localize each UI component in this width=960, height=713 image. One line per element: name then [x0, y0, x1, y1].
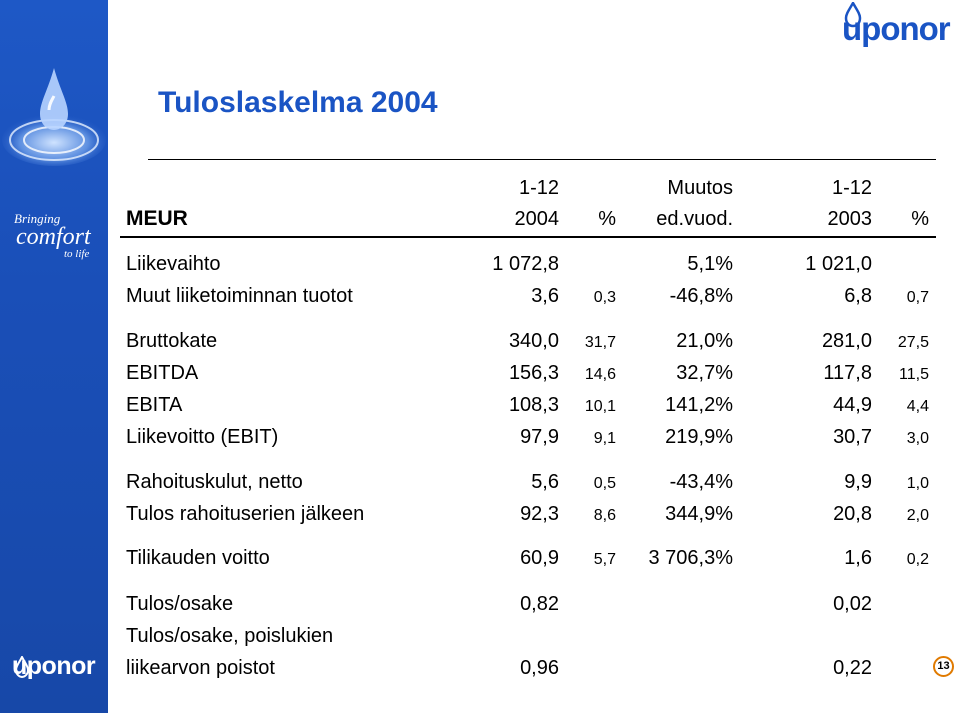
- pct-2004: 10,1: [584, 398, 616, 415]
- change-pct: 21,0%: [676, 330, 733, 352]
- change-pct: 32,7%: [676, 362, 733, 384]
- col-header-2003: 2003: [827, 208, 872, 230]
- page-number: 13: [933, 656, 954, 677]
- value-2004: 3,6: [531, 285, 559, 307]
- row-label: Rahoituskulut, netto: [126, 471, 303, 493]
- change-pct: 344,9%: [665, 503, 733, 525]
- value-2003: 44,9: [833, 394, 872, 416]
- pct-2004: 14,6: [584, 366, 616, 383]
- header-logo: uponor: [842, 10, 950, 47]
- brand-tagline: [14, 212, 91, 260]
- pct-2004: 9,1: [593, 430, 616, 447]
- change-pct: 3 706,3%: [648, 547, 733, 569]
- value-2004: 60,9: [520, 547, 559, 569]
- pct-2003: 3,0: [906, 430, 929, 447]
- row-label: liikearvon poistot: [126, 657, 275, 679]
- brand-sidebar: [0, 0, 108, 713]
- water-drop-image: [0, 60, 108, 190]
- row-label: Bruttokate: [126, 330, 218, 352]
- row-label: EBITDA: [126, 362, 199, 384]
- row-label: Tulos rahoituserien jälkeen: [126, 503, 365, 525]
- value-2003: 281,0: [821, 330, 872, 352]
- value-2004: 108,3: [508, 394, 559, 416]
- value-2003: 20,8: [833, 503, 872, 525]
- row-label: Muut liiketoiminnan tuotot: [126, 285, 353, 307]
- pct-2003: 1,0: [906, 475, 929, 492]
- pct-2004: 0,5: [593, 475, 616, 492]
- row-label: EBITA: [126, 394, 183, 416]
- value-2003: 6,8: [844, 285, 872, 307]
- value-2004: 5,6: [531, 471, 559, 493]
- value-2004: 97,9: [520, 426, 559, 448]
- row-label: Tulos/osake: [126, 593, 234, 615]
- change-pct: 141,2%: [665, 394, 733, 416]
- value-2003: 1 021,0: [805, 253, 872, 275]
- pct-2003: 0,7: [906, 289, 929, 306]
- value-2004: 0,82: [520, 593, 559, 615]
- page-title: Tuloslaskelma 2004: [158, 86, 438, 119]
- value-2003: 0,02: [833, 593, 872, 615]
- value-2004: 92,3: [520, 503, 559, 525]
- value-2004: 156,3: [508, 362, 559, 384]
- divider: [148, 159, 936, 160]
- pct-2004: 5,7: [593, 551, 616, 568]
- change-pct: -43,4%: [669, 471, 733, 493]
- row-label: Liikevaihto: [126, 253, 221, 275]
- tagline-line-2: comfort: [16, 224, 91, 250]
- value-2003: 30,7: [833, 426, 872, 448]
- col-header-2004: 2004: [514, 208, 559, 230]
- col-header-change: ed.vuod.: [656, 208, 733, 230]
- col-header-pct-2003: %: [911, 208, 929, 230]
- unit-label: MEUR: [126, 207, 188, 230]
- value-2003: 1,6: [844, 547, 872, 569]
- tagline-line-3: to life: [64, 248, 90, 260]
- row-label: Liikevoitto (EBIT): [126, 426, 279, 448]
- value-2003: 9,9: [844, 471, 872, 493]
- change-pct: 219,9%: [665, 426, 733, 448]
- value-2003: 117,8: [823, 362, 872, 384]
- row-label: Tulos/osake, poislukien: [126, 625, 334, 647]
- change-pct: -46,8%: [669, 285, 733, 307]
- tagline-line-1: Bringing: [14, 211, 61, 226]
- col-header-pct-2004: %: [598, 208, 616, 230]
- pct-2003: 0,2: [906, 551, 929, 568]
- row-label: Tilikauden voitto: [126, 547, 270, 569]
- pct-2003: 4,4: [906, 398, 929, 415]
- pct-2004: 0,3: [593, 289, 616, 306]
- header-divider: [120, 236, 936, 238]
- pct-2004: 8,6: [593, 507, 616, 524]
- value-2004: 1 072,8: [492, 253, 559, 275]
- col-header-change-top: Muutos: [667, 177, 733, 199]
- pct-2003: 2,0: [906, 507, 929, 524]
- sidebar-logo: uponor: [12, 652, 96, 680]
- value-2003: 0,22: [833, 657, 872, 679]
- col-header-2003-top: 1-12: [831, 177, 872, 199]
- pct-2003: 11,5: [899, 366, 929, 383]
- col-header-2004-top: 1-12: [518, 177, 559, 199]
- value-2004: 0,96: [520, 657, 559, 679]
- pct-2004: 31,7: [584, 334, 616, 351]
- value-2004: 340,0: [508, 330, 559, 352]
- change-pct: 5,1%: [687, 253, 733, 275]
- pct-2003: 27,5: [897, 334, 929, 351]
